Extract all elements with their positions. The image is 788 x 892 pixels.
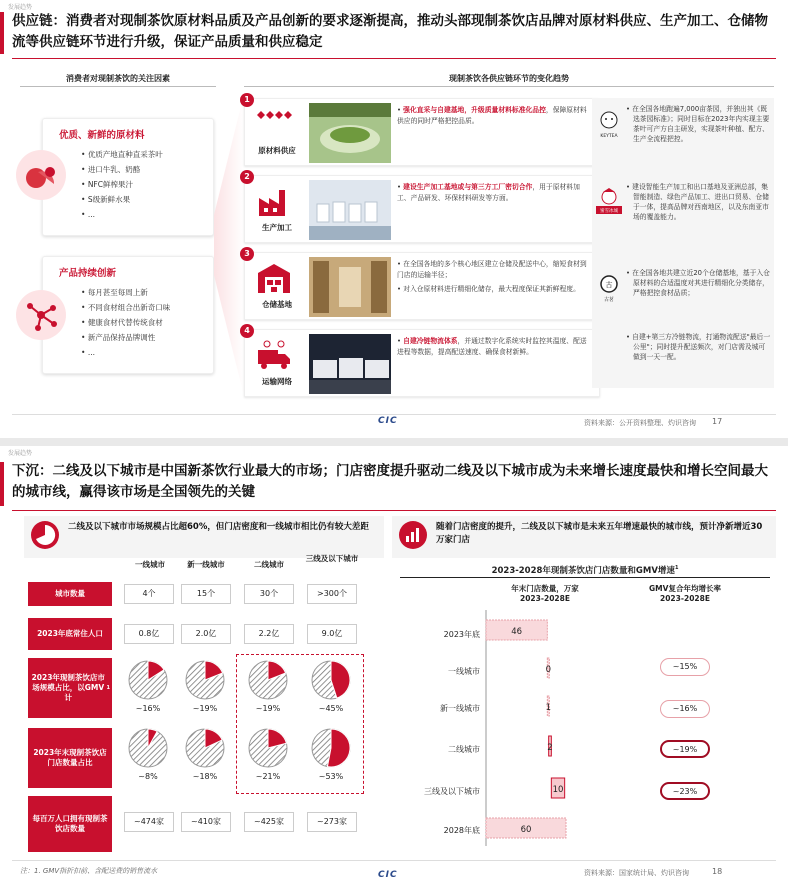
category-label: 三线及以下城市 xyxy=(424,787,480,796)
stage-bullet: • 对入仓原材料进行精细化储存，最大程度保证其新鲜程度。 xyxy=(397,284,593,295)
brand-examples xyxy=(592,98,774,388)
stage-text xyxy=(397,182,593,203)
factor-item: • 新产品保持品牌调性 xyxy=(81,330,213,345)
cagr-pill: ~23% xyxy=(660,782,710,800)
left-note: 二线及以下城市市场规模占比超60%，但门店密度和一线城市相比仍有较大差距 xyxy=(68,522,369,532)
cell: 0.8亿 xyxy=(124,624,174,644)
stage-bullet: • 在全国各地的多个核心地区建立仓储及配送中心，缩短食材到门店的运输半径； xyxy=(397,259,593,280)
row-label: 城市数量 xyxy=(28,582,112,606)
chart-col1-head: 年末门店数量，万家 xyxy=(511,584,579,593)
title-accent-bar xyxy=(0,462,4,506)
stage-text xyxy=(397,105,593,126)
pie-caption: ~53% xyxy=(318,772,344,781)
page-title: 供应链：消费者对现制茶饮原材料品质及产品创新的要求逐渐提高，推动头部现制茶饮店品牌对原材料供应、生产加工、仓储物流等供应链环节进行升级，保证产品质量和供应稳定 xyxy=(12,13,768,50)
cic-logo: CIC xyxy=(378,416,398,426)
brand-logo-text: 古茗 xyxy=(603,297,615,303)
col-header: 一线城市 xyxy=(135,560,165,569)
factor-title: 产品持续创新 xyxy=(59,268,117,279)
mid-header: 现制茶饮各供应链环节的变化趋势 xyxy=(449,74,569,83)
stage-highlight: 强化直采与自建基地，升级质量材料标准化品控 xyxy=(403,106,546,114)
category-label: 新一线城市 xyxy=(440,704,480,713)
cell: ~273家 xyxy=(307,812,357,832)
left-header: 消费者对现制茶饮的关注因素 xyxy=(66,74,170,83)
stage-number: 4 xyxy=(240,324,254,338)
stage-label: 原材料供应 xyxy=(258,146,296,155)
bar-value-label: 0 xyxy=(545,665,552,675)
pie-caption: ~45% xyxy=(318,704,344,713)
factor-item: • 每月甚至每周上新 xyxy=(81,285,213,300)
cell: 2.0亿 xyxy=(181,624,231,644)
col-header: 二线城市 xyxy=(254,560,284,569)
bar-value-label: 46 xyxy=(511,627,523,637)
row-label-text: 2023年现制茶饮店市场规模占比，以GMV计 xyxy=(31,673,105,702)
category-label: 二线城市 xyxy=(448,745,480,754)
brand-text: • 建设智能生产加工和出口基地及亚洲总部，集智能制造、绿色产品加工、进出口贸易、仓储于一体，提高品牌对西南地区，以及东南亚市场的覆盖能力。 xyxy=(626,182,772,222)
bar-value-label: 1 xyxy=(545,703,552,713)
bar-value-label: 60 xyxy=(520,825,532,835)
stage-row-warehouse xyxy=(244,249,600,320)
stage-text xyxy=(397,259,593,295)
bar-value-label: 10 xyxy=(552,785,564,795)
brand-text: • 在全国各地共建立近20个仓储基地，基于入仓原材料的合适温度对其进行精细化分类储存，严格把控食材品质； xyxy=(626,268,772,298)
section-tag: 发展趋势 xyxy=(8,4,33,11)
factory-icon xyxy=(255,184,293,218)
cell: >300个 xyxy=(307,584,357,604)
stage-text xyxy=(397,336,593,357)
factor-card-innovation xyxy=(42,256,214,374)
section-tag: 发展趋势 xyxy=(8,450,33,457)
cell: 4个 xyxy=(124,584,174,604)
factor-item: • ... xyxy=(81,345,213,360)
chart-col2-head: GMV复合年均增长率 xyxy=(649,584,721,593)
growth-chart-icon xyxy=(398,520,428,550)
cell: ~410家 xyxy=(181,812,231,832)
cell: 15个 xyxy=(181,584,231,604)
chart-title xyxy=(400,564,770,576)
source-note: 资料来源：公开资料整理、灼识咨询 xyxy=(584,419,696,427)
title-divider xyxy=(12,58,776,59)
stage-desc: ，用于原材料加工、产品研发、环保材料研发等方面。 xyxy=(397,183,580,202)
stage-row-logistics xyxy=(244,326,600,397)
stage-label: 运输网络 xyxy=(262,377,292,386)
processing-photo xyxy=(309,180,391,240)
col-header: 三线及以下城市 xyxy=(305,554,359,563)
cell: ~425家 xyxy=(244,812,294,832)
molecule-icon xyxy=(16,290,66,340)
col-header: 新一线城市 xyxy=(187,560,225,569)
chart-title-sup: 1 xyxy=(674,565,679,572)
factor-item: • 不同食材组合出新奇口味 xyxy=(81,300,213,315)
footer-line xyxy=(12,414,776,415)
svg-text:古: 古 xyxy=(605,281,613,289)
footer-line xyxy=(12,860,776,861)
cagr-pill: ~15% xyxy=(660,658,710,676)
stage-highlight: 建设生产加工基地或与第三方工厂密切合作 xyxy=(403,183,533,191)
stage-row-materials xyxy=(244,95,600,166)
cell: 2.2亿 xyxy=(244,624,294,644)
chart-col1-sub: 2023-2028E xyxy=(520,594,570,603)
title-accent-bar xyxy=(0,12,4,54)
pie-caption: ~21% xyxy=(255,772,281,781)
source-note: 资料来源：国家统计局、灼识咨询 xyxy=(584,869,689,877)
title-divider xyxy=(12,510,776,511)
stage-label: 仓储基地 xyxy=(262,300,292,309)
stage-number: 2 xyxy=(240,170,254,184)
mid-header-line xyxy=(244,86,774,87)
slide-17 xyxy=(0,0,788,438)
heytea-logo xyxy=(596,110,622,140)
stage-label: 生产加工 xyxy=(262,223,292,232)
left-header-line xyxy=(20,86,216,87)
brand-logo-text: 蜜雪冰城 xyxy=(600,209,618,214)
waterfall-chart xyxy=(484,610,584,846)
right-note: 随着门店密度的提升，二线及以下城市是未来五年增速最快的城市线，预计净新增近30万家门店 xyxy=(436,522,763,545)
pie-caption: ~18% xyxy=(192,772,218,781)
delivery-truck-icon xyxy=(255,338,293,372)
chart-title-text: 2023-2028年现制茶饮店门店数量和GMV增速 xyxy=(491,566,675,576)
stage-row-processing xyxy=(244,172,600,243)
chart-title-line xyxy=(400,577,770,578)
fruit-icon xyxy=(16,150,66,200)
pie-slice xyxy=(327,729,350,767)
slide-18 xyxy=(0,446,788,892)
factor-title: 优质、新鲜的原材料 xyxy=(59,130,145,141)
category-label: 一线城市 xyxy=(448,667,480,676)
tea-leaf-icon xyxy=(255,107,293,141)
footnote: 注：1. GMV指折扣前、含配送费的销售流水 xyxy=(20,867,158,875)
mixue-logo xyxy=(596,188,622,218)
factor-item: • ... xyxy=(81,207,213,222)
row-label-sup: 1 xyxy=(106,685,110,691)
warehouse-icon xyxy=(255,261,293,295)
category-label: 2028年底 xyxy=(443,826,480,835)
brand-text: • 自建+第三方冷链物流，打通物流配送"最后一公里"；同时提升配送频次，对门店需及城可做到一天一配。 xyxy=(626,332,772,362)
category-label: 2023年底 xyxy=(443,630,480,639)
factor-item: • S级新鲜水果 xyxy=(81,192,213,207)
page-number: 17 xyxy=(712,417,723,426)
pie-chart-icon xyxy=(30,520,60,550)
factor-card-materials xyxy=(42,118,214,236)
warehouse-photo xyxy=(309,257,391,317)
stage-highlight: 自建冷链物流体系 xyxy=(403,337,458,345)
row-label-gmv xyxy=(28,658,112,718)
tea-photo xyxy=(309,103,391,163)
brand-logo-text: KEYTEA xyxy=(600,134,618,139)
factor-item: • 进口牛乳、奶酪 xyxy=(81,162,213,177)
cell: 9.0亿 xyxy=(307,624,357,644)
pie-caption: ~16% xyxy=(135,704,161,713)
stage-number: 1 xyxy=(240,93,254,107)
chart-col2-sub: 2023-2028E xyxy=(660,594,710,603)
brand-text: • 在全国各地跑遍7,000亩茶园，并独出其《既选茶园标准》；同时目标在2023年内实现主要茶叶可产方自主研发，实现茶叶种植、配方、生产全流程把控。 xyxy=(626,104,772,144)
bar-value-label: 2 xyxy=(547,743,553,753)
pie-caption: ~19% xyxy=(192,704,218,713)
row-label: 2023年末现制茶饮店门店数量占比 xyxy=(28,728,112,788)
stage-desc: ，并通过数字化系统实时监控其温度、配送进程等数据，提高配送速度、确保食材新鲜。 xyxy=(397,337,587,356)
pie-caption: ~8% xyxy=(138,772,158,781)
connector-fan xyxy=(214,94,244,396)
stage-desc: ，保障原材料供应的同时严格把控品质。 xyxy=(397,106,587,125)
page-number: 18 xyxy=(712,867,723,876)
guming-logo xyxy=(596,274,622,304)
factor-item: • 优质产地直种直采茶叶 xyxy=(81,147,213,162)
cic-logo: CIC xyxy=(378,870,398,880)
cell: 30个 xyxy=(244,584,294,604)
stage-number: 3 xyxy=(240,247,254,261)
page-title: 下沉：二线及以下城市是中国新茶饮行业最大的市场；门店密度提升驱动二线及以下城市成为未来增长速度最快和增长空间最大的城市线，赢得该市场是全国领先的关键 xyxy=(12,463,768,500)
pie-caption: ~19% xyxy=(255,704,281,713)
factor-item: • 健康食材代替传统食材 xyxy=(81,315,213,330)
cagr-pill: ~19% xyxy=(660,740,710,758)
row-label: 2023年底常住人口 xyxy=(28,618,112,650)
cell: ~474家 xyxy=(124,812,174,832)
factor-item: • NFC鲜榨果汁 xyxy=(81,177,213,192)
row-label: 每百万人口拥有现制茶饮店数量 xyxy=(28,796,112,852)
cagr-pill: ~16% xyxy=(660,700,710,718)
trucks-photo xyxy=(309,334,391,394)
